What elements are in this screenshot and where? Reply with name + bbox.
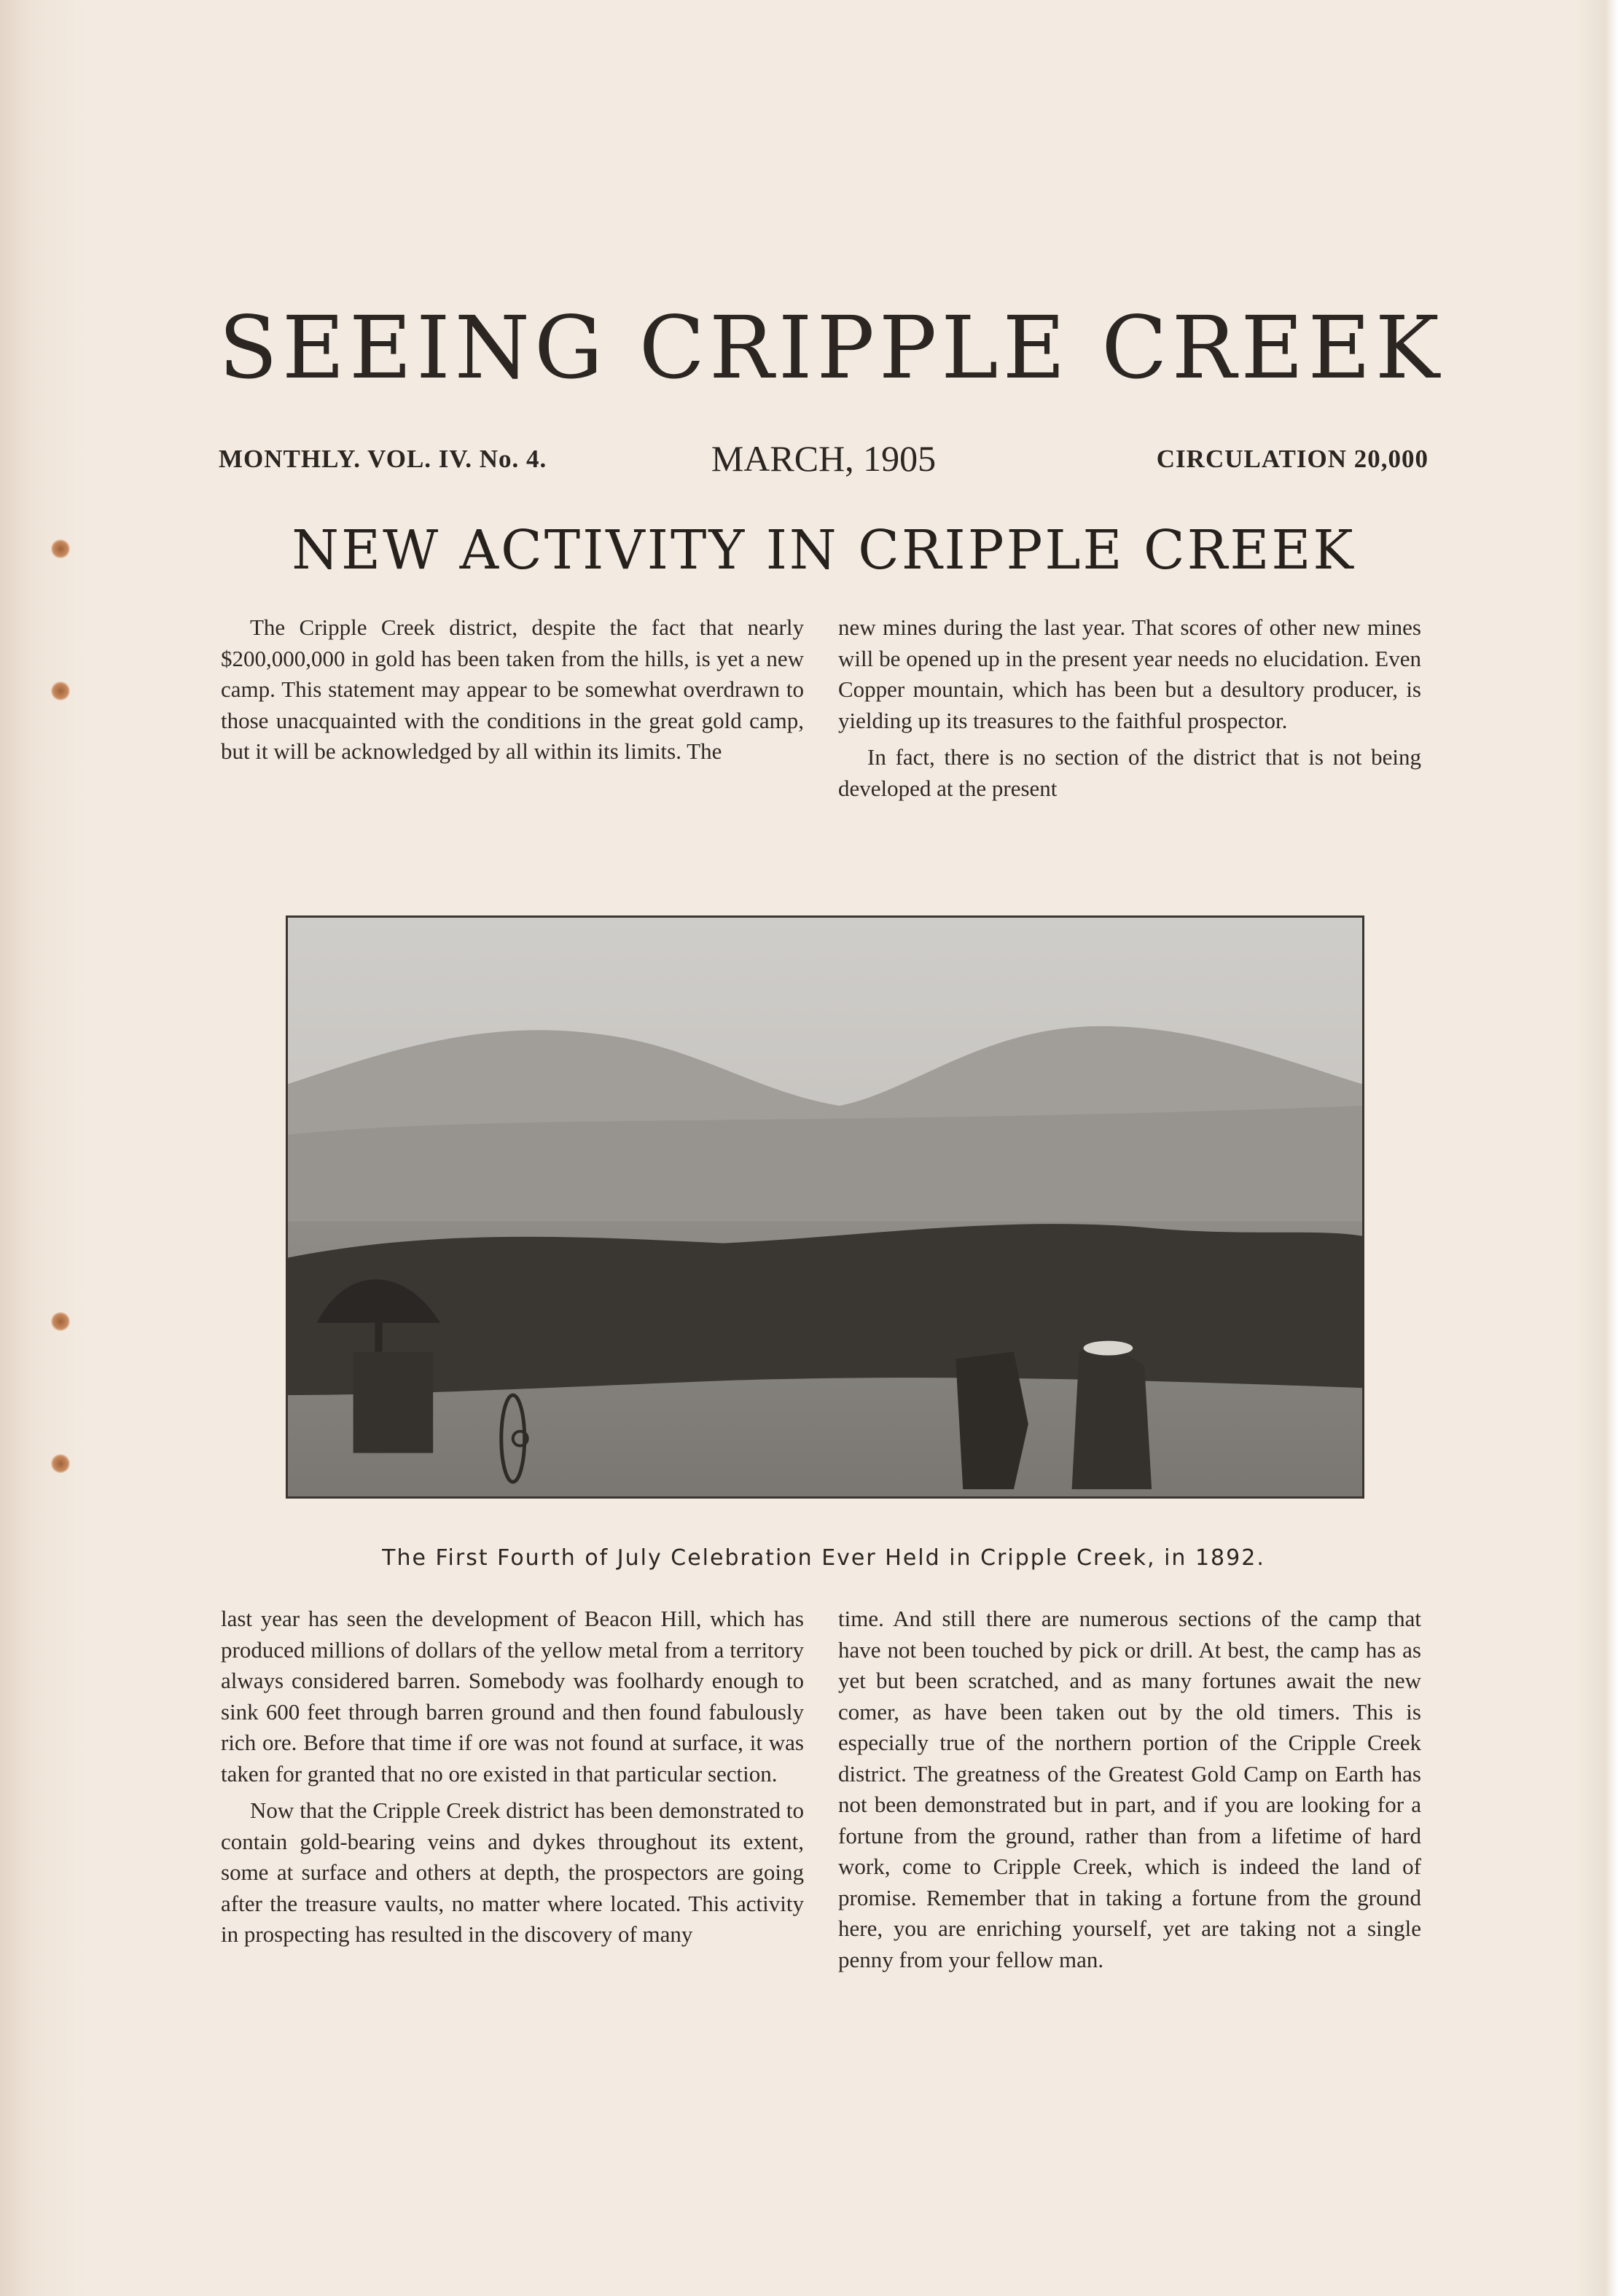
- issue-circulation: CIRCULATION 20,000: [1156, 445, 1429, 473]
- paragraph: The Cripple Creek district, despite the fact that nearly $200,000,000 in gold has been taken from the hills, is yet a new camp. This statement may appear to be somewhat overdrawn to those unacquainted with the conditions in the great gold camp, but it will be acknowledged by all within its limits. The: [221, 614, 804, 764]
- paragraph: new mines during the last year. That scores of other new mines will be opened up in the present year needs no elucidation. Even Copper mountain, which has been but a desultory producer, is yielding up its treasures to the faithful prospector.: [838, 614, 1421, 733]
- paragraph: In fact, there is no section of the district that is not being developed at the present: [838, 744, 1421, 801]
- issue-date: MARCH, 1905: [711, 438, 937, 479]
- paragraph: Now that the Cripple Creek district has been demonstrated to contain gold-bearing veins and dykes throughout its extent, some at surface and others at depth, the prospectors are going after the treasure vaults, no matter where located. This activity in prospecting has resulted in the discovery of many: [221, 1797, 804, 1947]
- binding-stitch: [51, 682, 70, 700]
- binding-stitch: [51, 539, 70, 558]
- column-top-right: [838, 612, 1421, 804]
- paragraph: last year has seen the development of Beacon Hill, which has produced millions of dollars of the yellow metal from a territory always considered barren. Somebody was foolhardy enough to sink 600 feet through barren ground and then found fabulously rich ore. Before that time if ore was not found at surface, it was taken for granted that no ore existed in that particular section.: [221, 1606, 804, 1787]
- issue-line: [219, 437, 1429, 481]
- column-top-left: [221, 612, 804, 768]
- binding-stitch: [51, 1454, 70, 1473]
- issue-volume: MONTHLY. VOL. IV. No. 4.: [219, 445, 547, 473]
- binding-stitch: [51, 1312, 70, 1331]
- page-edge: [1574, 0, 1618, 2296]
- column-bottom-right: [838, 1604, 1421, 1975]
- photo-illustration: [288, 918, 1362, 1496]
- article-headline: NEW ACTIVITY IN CRIPPLE CREEK: [292, 519, 1356, 582]
- photo-caption: The First Fourth of July Celebration Ever Held in Cripple Creek, in 1892.: [382, 1545, 1265, 1571]
- paragraph: time. And still there are numerous sections of the camp that have not been touched by pick or drill. At best, the camp has as yet but been scratched, and as many fortunes await the new comer, as have been taken out by the old timers. This is especially true of the northern portion of the Cripple Creek district. The greatness of the Greatest Gold Camp on Earth has not been demonstrated but in part, and if you are looking for a fortune from the ground, rather than from a lifetime of hard work, come to Cripple Creek, which is indeed the land of promise. Remember that in taking a fortune from the ground here, you are enriching yourself, yet are taking not a single penny from your fellow man.: [838, 1606, 1421, 1972]
- celebration-photo: [286, 915, 1364, 1499]
- masthead-title: SEEING CRIPPLE CREEK: [219, 297, 1444, 398]
- column-bottom-left: [221, 1604, 804, 1951]
- binding-spine: [0, 0, 87, 2296]
